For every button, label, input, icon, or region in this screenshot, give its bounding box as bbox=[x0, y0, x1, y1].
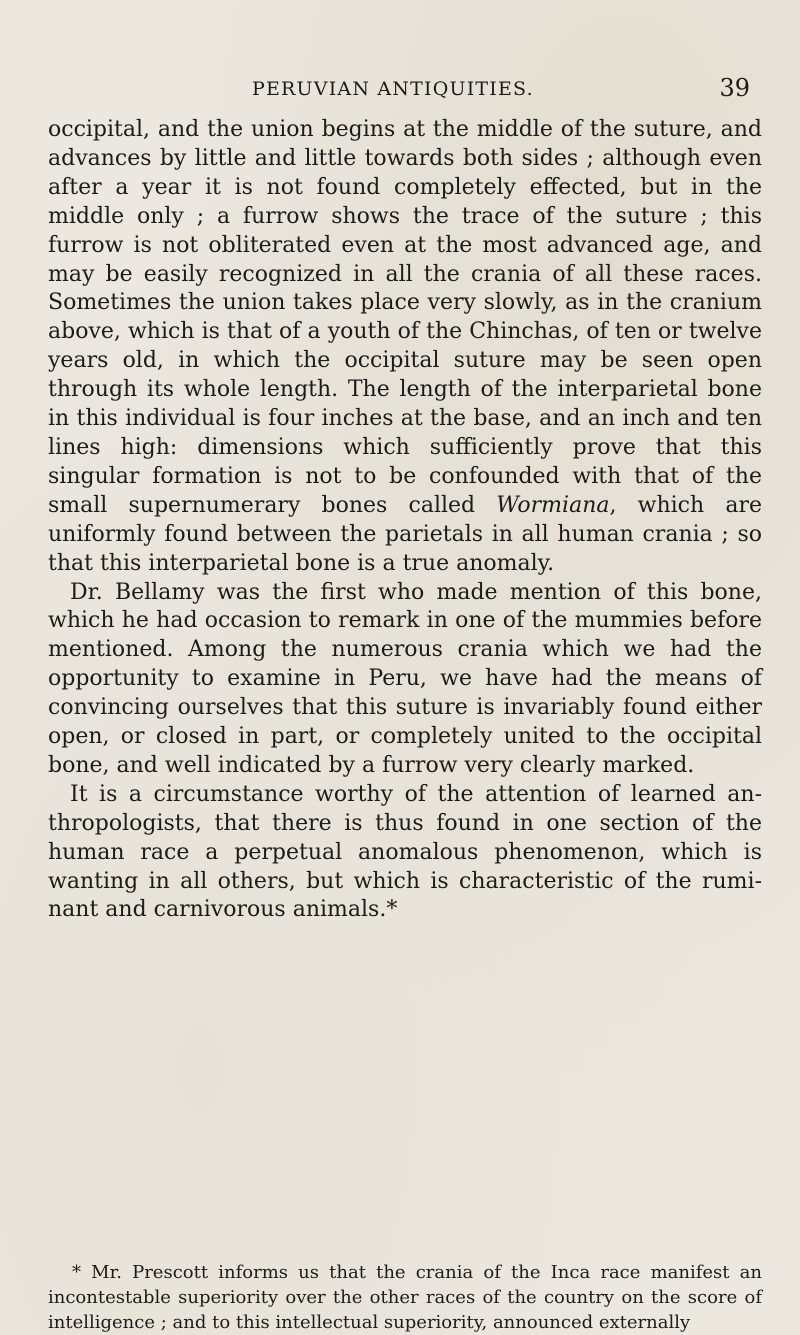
running-title: PERUVIAN ANTIQUITIES. bbox=[252, 78, 534, 100]
paragraph-1-text: occipital, and the union begins at the middle of the suture, and advances by little and little towards both sides ; although even after a year it is not found completely effected, but in the middle only ; a furrow shows the trace of the suture ; this furrow is not obliterated even at the most advanced age, and may be easily recognized in all the crania of all these races. Sometimes the union takes place very slowly, as in the cranium above, which is that of a youth of the Chinchas, of ten or twelve years old, in which the occipital suture may be seen open through its whole length. The length of the interparietal bone in this individual is four inches at the base, and an inch and ten lines high: dimensions which sufficiently prove that this singular formation is not to be confounded with that of the small supernumerary bones called bbox=[48, 117, 762, 518]
paragraph-1 bbox=[48, 116, 762, 579]
paragraph-3: It is a circumstance worthy of the attention of learned anthropologists, that there is thus found in one section of the human race a perpetual anomalous phenomenon, which is wanting in all others, but which is characteristic of the ruminant and carnivorous animals.* bbox=[48, 781, 762, 923]
footnote bbox=[48, 1260, 762, 1335]
paragraph-1-text-after: , which are uniformly found between the parietals in all human crania ; so that this interparietal bone is a true anomaly. bbox=[48, 492, 762, 576]
running-head bbox=[0, 72, 800, 112]
footnote-text: * Mr. Prescott informs us that the crania of the Inca race manifest an incontestable superiority over the other races of the country on the score of intelligence ; and to this intellectual superiority, announced externally bbox=[48, 1262, 762, 1333]
body-text bbox=[48, 116, 762, 925]
page-number: 39 bbox=[719, 74, 750, 102]
paragraph-2: Dr. Bellamy was the first who made mention of this bone, which he had occasion to remark in one of the mummies before mentioned. Among the numerous crania which we had the opportunity to examine in Peru, we have had the means of convincing ourselves that this suture is invariably found either open, or closed in part, or completely united to the occipital bone, and well indicated by a furrow very clearly marked. bbox=[48, 579, 762, 778]
paragraph-1-italic-term: Wormiana bbox=[496, 492, 610, 518]
